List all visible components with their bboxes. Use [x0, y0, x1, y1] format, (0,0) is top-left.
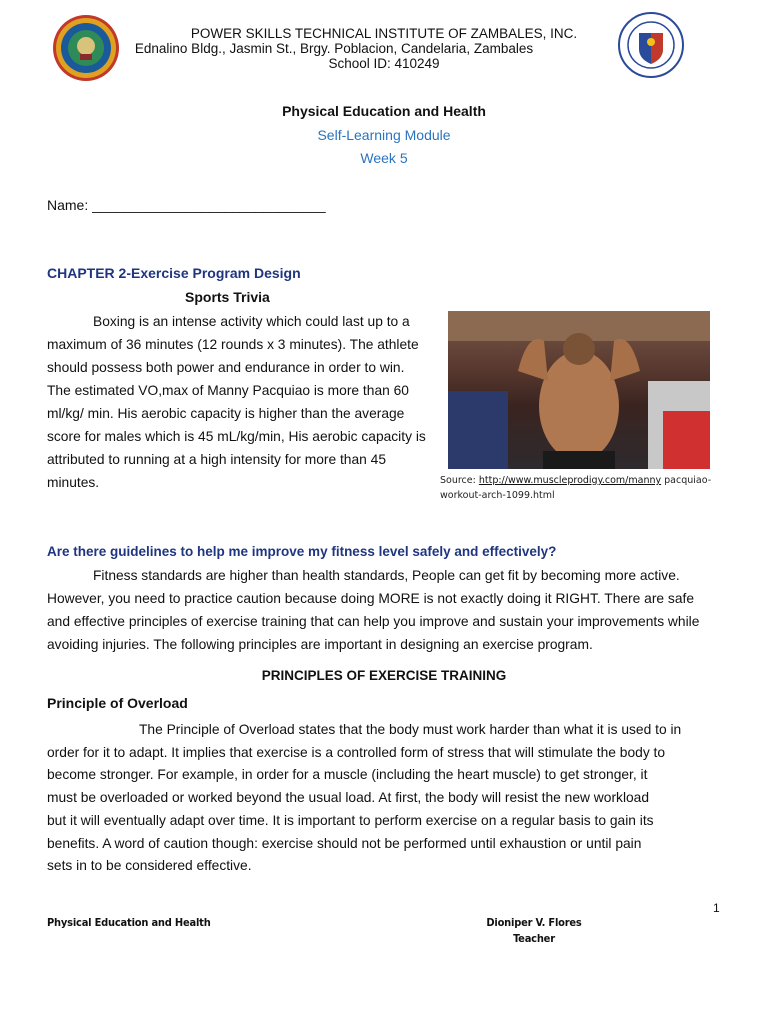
trivia-line: attributed to running at a high intensity for more than 45: [47, 452, 387, 467]
page-number: 1: [713, 901, 720, 915]
guidelines-line: However, you need to practice caution because doing MORE is not exactly doing it RIGHT. There are safe: [47, 591, 695, 606]
guidelines-line: and effective principles of exercise training that can help you improve and sustain your improvements while: [47, 614, 700, 629]
teacher-title: Teacher: [513, 932, 555, 945]
footer-subject: Physical Education and Health: [47, 916, 211, 929]
boxer-photo: [448, 311, 710, 469]
overload-line: sets in to be considered effective.: [47, 858, 252, 874]
institute-address: Ednalino Bldg., Jasmin St., Brgy. Poblacion, Candelaria, Zambales: [134, 41, 534, 56]
overload-paragraph: [47, 719, 727, 878]
caption-suffix: pacquiao-: [661, 475, 712, 486]
trivia-line: ml/kg/ min. His aerobic capacity is higher than the average: [47, 406, 405, 421]
trivia-line: maximum of 36 minutes (12 rounds x 3 minutes). The athlete: [47, 337, 419, 352]
trivia-line: The estimated VO,max of Manny Pacquiao is more than 60: [47, 383, 409, 398]
trivia-line: minutes.: [47, 475, 100, 490]
chapter-heading: CHAPTER 2-Exercise Program Design: [47, 265, 301, 281]
trivia-line: should possess both power and endurance in order to win.: [47, 360, 405, 375]
institute-name: POWER SKILLS TECHNICAL INSTITUTE OF ZAMBALES, INC.: [190, 26, 578, 41]
school-id: School ID: 410249: [328, 56, 440, 71]
name-field[interactable]: Name: ______________________________: [47, 197, 326, 213]
guidelines-line: avoiding injuries. The following principles are important in designing an exercise program.: [47, 637, 593, 652]
trivia-line: Boxing is an intense activity which could last up to a: [93, 314, 410, 329]
guidelines-line: Fitness standards are higher than health standards, People can get fit by becoming more active.: [93, 568, 680, 583]
teacher-name: Dioniper V. Flores: [486, 916, 582, 929]
overload-line: but it will eventually adapt over time. It is important to perform exercise on a regular basis to gain its: [47, 812, 654, 828]
guidelines-question: Are there guidelines to help me improve my fitness level safely and effectively?: [47, 544, 557, 559]
caption-line-2: workout-arch-1099.html: [440, 490, 555, 501]
overload-line: order for it to adapt. It implies that exercise is a controlled form of stress that will stimulate the body to: [47, 744, 666, 760]
overload-line: The Principle of Overload states that the body must work harder than what it is used to in: [139, 722, 682, 737]
module-title: Self-Learning Module: [317, 127, 451, 143]
caption-prefix: Source:: [440, 475, 479, 486]
photo-caption: [440, 473, 730, 503]
trivia-heading: Sports Trivia: [185, 289, 270, 305]
overload-line: must be overloaded or worked beyond the usual load. At first, the body will resist the new workload: [47, 790, 650, 806]
guidelines-paragraph: [47, 564, 727, 656]
overload-line: become stronger. For example, in order for a muscle (including the heart muscle) to get stronger, it: [47, 767, 648, 783]
principles-heading: PRINCIPLES OF EXERCISE TRAINING: [261, 668, 507, 683]
caption-link[interactable]: http://www.muscleprodigy.com/manny: [478, 475, 662, 486]
trivia-paragraph: [47, 310, 447, 494]
week-label: Week 5: [360, 150, 408, 166]
overload-heading: Principle of Overload: [47, 695, 188, 711]
trivia-line: score for males which is 45 mL/kg/min, His aerobic capacity is: [47, 429, 426, 444]
subject-title: Physical Education and Health: [282, 103, 486, 119]
overload-line: benefits. A word of caution though: exercise should not be performed until exhaustion or until pain: [47, 835, 642, 851]
